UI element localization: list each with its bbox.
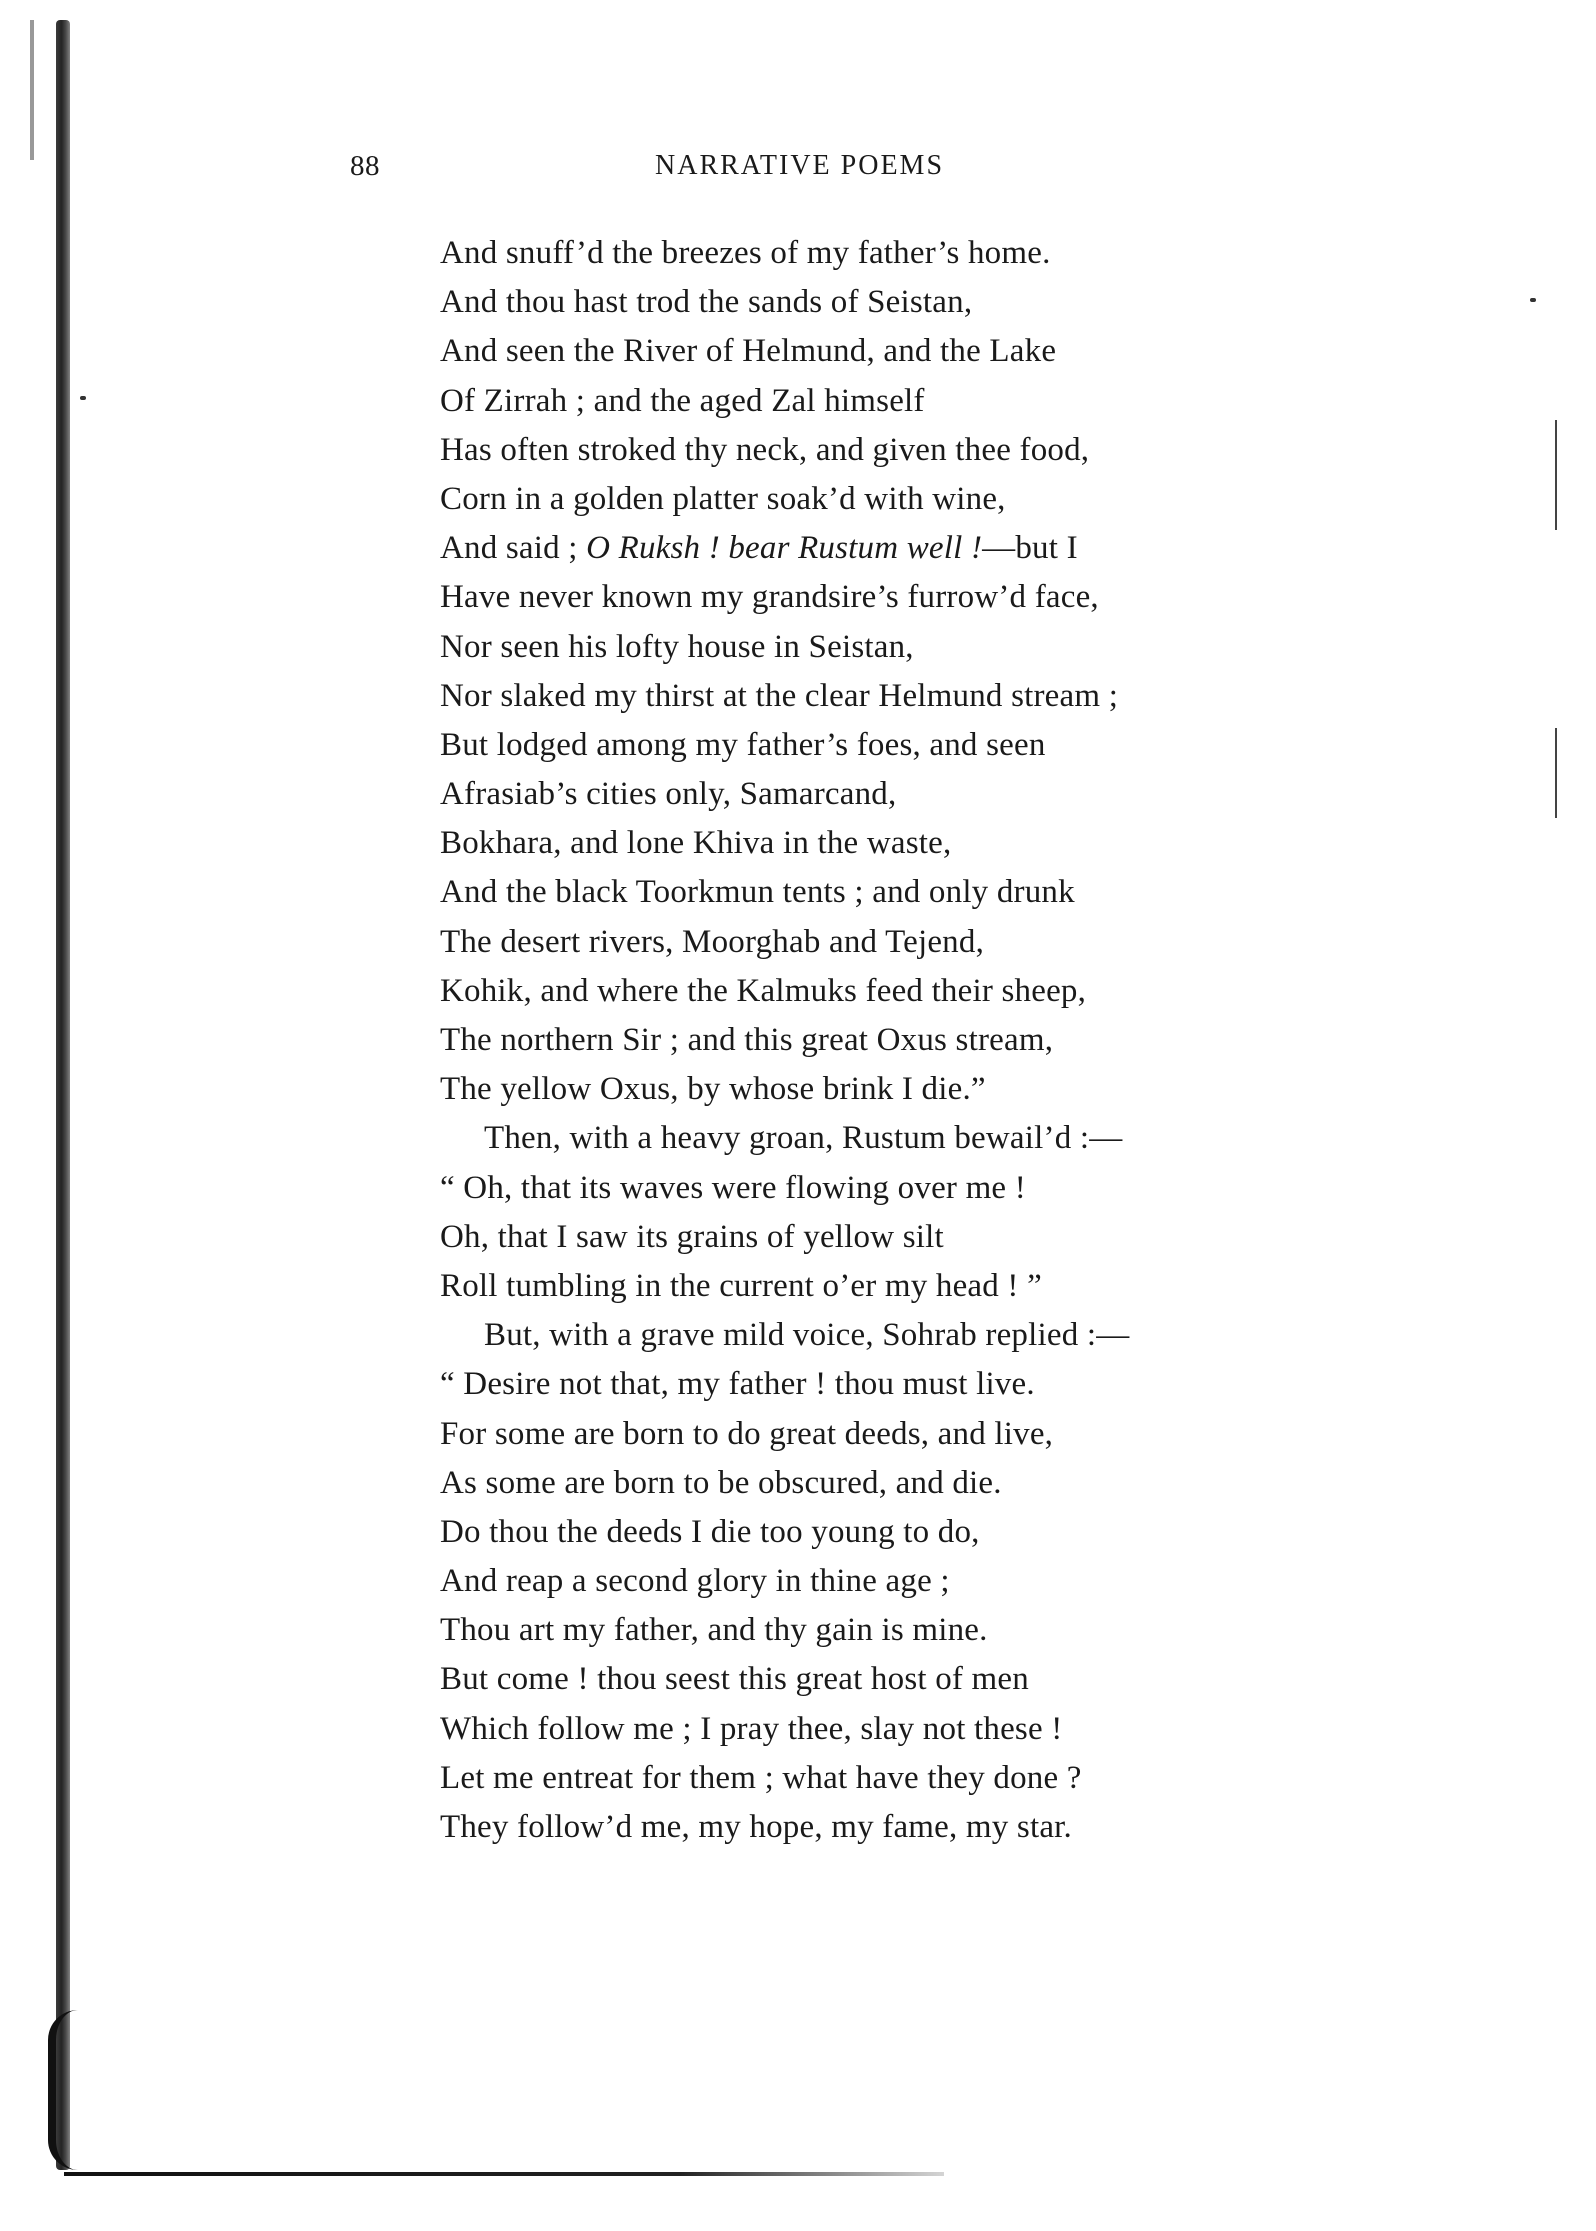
poem-line-italic-text: O Ruksh ! bear Rustum well !	[586, 530, 983, 567]
poem-line: Nor slaked my thirst at the clear Helmund stream ;	[440, 677, 1119, 714]
poem-line: Then, with a heavy groan, Rustum bewail’d :—	[484, 1120, 1123, 1157]
poem-line: Which follow me ; I pray thee, slay not these !	[440, 1710, 1063, 1747]
poem-line: But lodged among my father’s foes, and seen	[440, 726, 1046, 763]
poem-line: And reap a second glory in thine age ;	[440, 1563, 950, 1600]
poem-line: But come ! thou seest this great host of men	[440, 1661, 1029, 1698]
binding-edge-shadow	[56, 20, 70, 2170]
poem-line: Do thou the deeds I die too young to do,	[440, 1513, 980, 1550]
scan-mark-right-1	[1555, 420, 1557, 530]
poem-line: Have never known my grandsire’s furrow’d face,	[440, 579, 1099, 616]
poem-line: Nor seen his lofty house in Seistan,	[440, 628, 914, 665]
poem-line: But, with a grave mild voice, Sohrab replied :—	[484, 1317, 1130, 1354]
poem-line: Afrasiab’s cities only, Samarcand,	[440, 776, 897, 813]
bottom-edge-shadow	[64, 2172, 944, 2176]
page-number: 88	[350, 150, 380, 182]
poem-line: As some are born to be obscured, and die.	[440, 1464, 1002, 1501]
poem-body	[440, 229, 1340, 1852]
scan-mark-dot-1	[1530, 298, 1536, 302]
scan-mark-right-2	[1555, 728, 1557, 818]
scan-mark-dot-2	[80, 396, 86, 400]
poem-line: And snuff’d the breezes of my father’s home.	[440, 235, 1051, 271]
page-header	[0, 150, 1596, 190]
running-head: NARRATIVE POEMS	[655, 150, 945, 181]
poem-line: “ Oh, that its waves were flowing over me !	[440, 1169, 1026, 1206]
poem-line: Roll tumbling in the current o’er my head ! ”	[440, 1267, 1042, 1304]
poem-line: For some are born to do great deeds, and live,	[440, 1415, 1054, 1452]
poem-line	[440, 524, 1340, 573]
binding-edge-fringe	[30, 20, 34, 160]
poem-line: And seen the River of Helmund, and the Lake	[440, 333, 1057, 370]
poem-line: “ Desire not that, my father ! thou must live.	[440, 1366, 1035, 1403]
poem-line: Kohik, and where the Kalmuks feed their sheep,	[440, 972, 1087, 1009]
poem-line: Of Zirrah ; and the aged Zal himself	[440, 382, 925, 419]
poem-line: Oh, that I saw its grains of yellow silt	[440, 1218, 944, 1255]
poem-line: The desert rivers, Moorghab and Tejend,	[440, 923, 985, 960]
poem-line: And the black Toorkmun tents ; and only drunk	[440, 874, 1075, 911]
poem-line: Thou art my father, and thy gain is mine.	[440, 1612, 988, 1649]
poem-line: Has often stroked thy neck, and given thee food,	[440, 431, 1090, 468]
poem-line: Corn in a golden platter soak’d with wine,	[440, 480, 1006, 517]
poem-line: The yellow Oxus, by whose brink I die.”	[440, 1071, 986, 1108]
poem-line-text: —but I	[982, 530, 1078, 567]
poem-line: Let me entreat for them ; what have they done ?	[440, 1759, 1082, 1796]
poem-line-text: And said ;	[440, 530, 587, 567]
poem-line: The northern Sir ; and this great Oxus stream,	[440, 1022, 1054, 1058]
poem-line: And thou hast trod the sands of Seistan,	[440, 284, 973, 321]
binding-curl-shadow	[48, 2010, 86, 2170]
poem-line: Bokhara, and lone Khiva in the waste,	[440, 825, 952, 862]
poem-line: They follow’d me, my hope, my fame, my star.	[440, 1809, 1072, 1845]
